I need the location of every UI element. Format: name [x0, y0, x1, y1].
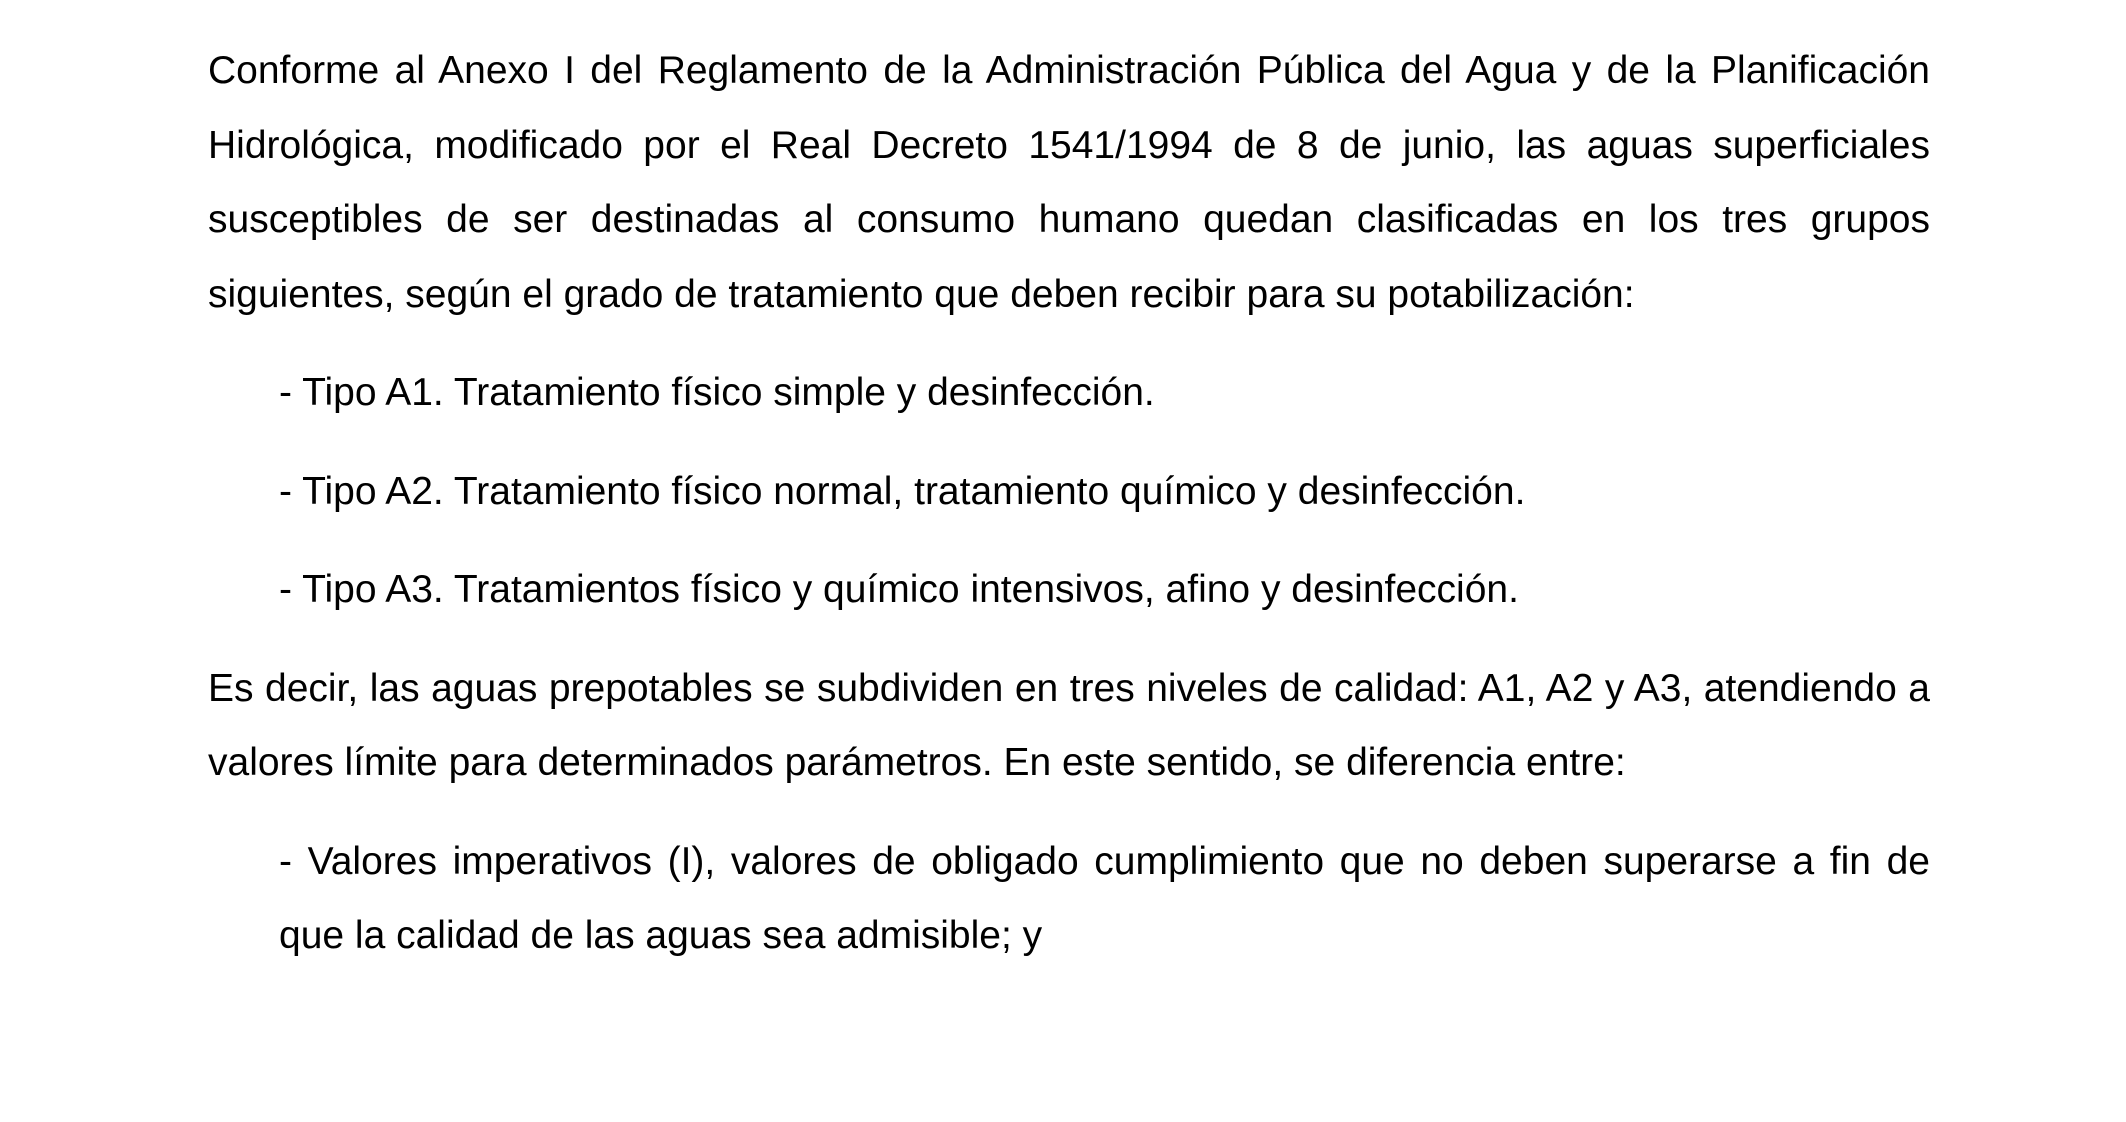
list-item-tipo-a3: - Tipo A3. Tratamientos físico y químico intensivos, afino y desinfección.: [279, 568, 1519, 611]
intro-paragraph: Conforme al Anexo I del Reglamento de la Administración Pública del Agua y de la Planificación Hidrológica, modificado por el Real Decreto 1541/1994 de 8 de junio, las aguas superficiales susceptibles de ser destinadas al consumo humano quedan clasificadas en los tres grupos siguientes, según el grado de tratamiento que deben recibir para su potabilización:: [208, 49, 1930, 316]
document-page: [208, 34, 1930, 974]
list-item-tipo-a1: - Tipo A1. Tratamiento físico simple y desinfección.: [279, 371, 1155, 414]
list-item-valores-imperativos: - Valores imperativos (I), valores de obligado cumplimiento que no deben superarse a fin de que la calidad de las aguas sea admisible; y: [279, 839, 1930, 957]
list-item-tipo-a2: - Tipo A2. Tratamiento físico normal, tratamiento químico y desinfección.: [279, 469, 1526, 513]
quality-levels-paragraph: Es decir, las aguas prepotables se subdividen en tres niveles de calidad: A1, A2 y A3, atendiendo a valores límite para determinados parámetros. En este sentido, se diferencia entre:: [208, 666, 1930, 784]
